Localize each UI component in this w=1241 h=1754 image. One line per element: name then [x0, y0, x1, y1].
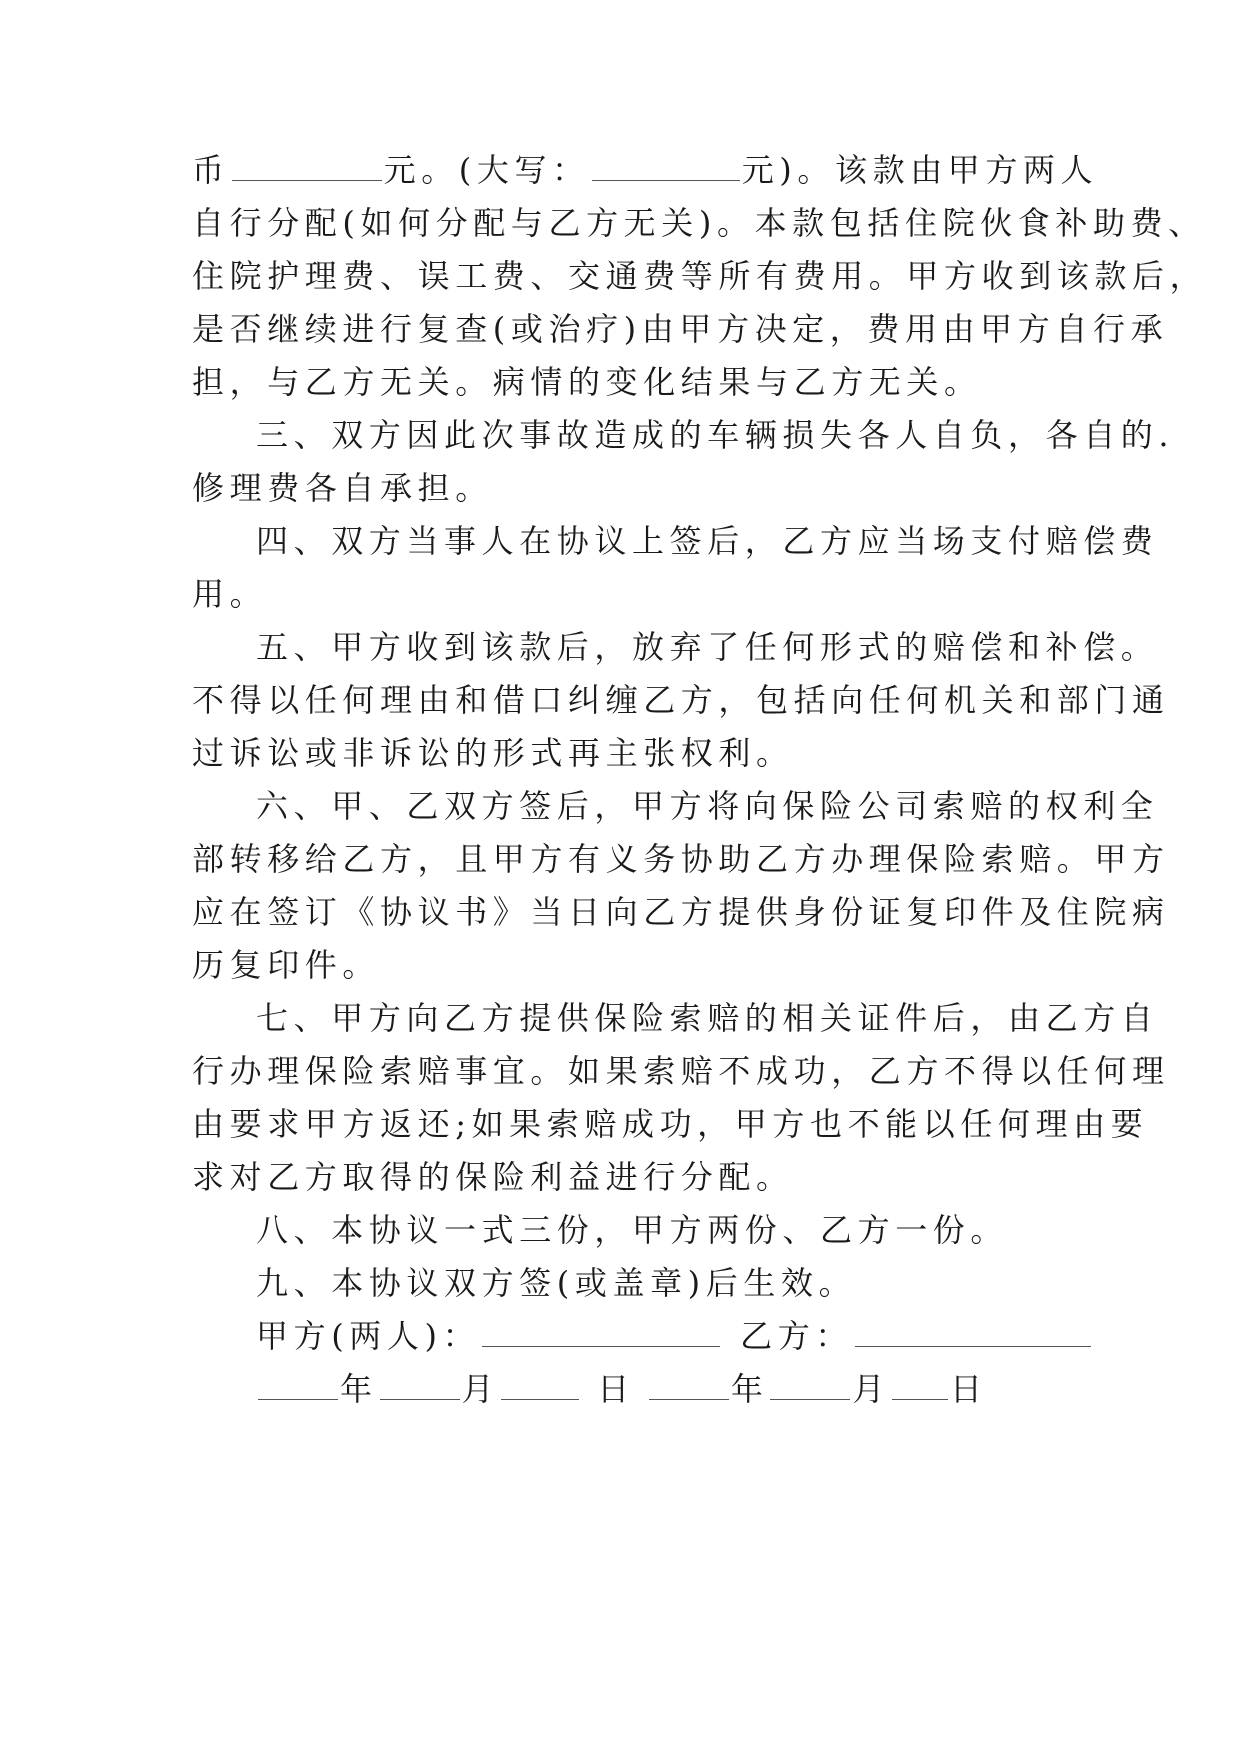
party-b-label: 乙方： — [740, 1317, 853, 1355]
clause-7-line-2: 行办理保险索赔事宜。如果索赔不成功，乙方不得以任何理 — [192, 1052, 1170, 1090]
clause-6-line-1: 六、甲、乙双方签后，甲方将向保险公司索赔的权利全 — [256, 787, 1159, 825]
clause-4-line-2: 用。 — [192, 575, 268, 613]
month-label-b: 月 — [852, 1370, 891, 1408]
clause-3-line-1: 三、双方因此次事故造成的车辆损失各人自负，各自的. — [256, 416, 1175, 454]
amount-blank[interactable] — [232, 152, 382, 181]
clause-5-line-3: 过诉讼或非诉讼的形式再主张权利。 — [192, 734, 794, 772]
paragraph-line-2: 自行分配(如何分配与乙方无关)。本款包括住院伙食补助费、 — [192, 204, 1206, 242]
clause-7-line-4: 求对乙方取得的保险利益进行分配。 — [192, 1158, 794, 1196]
party-b-month-blank[interactable] — [770, 1371, 850, 1400]
party-a-year-blank[interactable] — [258, 1371, 338, 1400]
clause-5-line-2: 不得以任何理由和借口纠缠乙方，包括向任何机关和部门通 — [192, 681, 1170, 719]
clause-6-line-3: 应在签订《协议书》当日向乙方提供身份证复印件及住院病 — [192, 893, 1170, 931]
day-label-a: 日 — [597, 1370, 635, 1408]
clause-6-line-4: 历复印件。 — [192, 946, 381, 984]
year-label-b: 年 — [730, 1370, 769, 1408]
paragraph-line-4: 是否继续进行复查(或治疗)由甲方决定，费用由甲方自行承 — [192, 310, 1169, 348]
party-a-month-blank[interactable] — [380, 1371, 460, 1400]
clause-6-line-2: 部转移给乙方，且甲方有义务协助乙方办理保险索赔。甲方 — [192, 840, 1170, 878]
party-b-signature-blank[interactable] — [855, 1318, 1091, 1347]
clause-8-line: 八、本协议一式三份，甲方两份、乙方一份。 — [256, 1211, 1009, 1249]
text-amount-suffix: 元。(大写： — [383, 151, 590, 189]
year-label-a: 年 — [340, 1370, 378, 1408]
paragraph-line-1 — [192, 150, 1098, 190]
day-label-b: 日 — [950, 1370, 988, 1408]
month-label-a: 月 — [461, 1370, 500, 1408]
clause-4-line-1: 四、双方当事人在协议上签后，乙方应当场支付赔偿费 — [256, 522, 1159, 560]
clause-7-line-3: 由要求甲方返还;如果索赔成功，甲方也不能以任何理由要 — [192, 1105, 1149, 1143]
clause-7-line-1: 七、甲方向乙方提供保险索赔的相关证件后，由乙方自 — [256, 999, 1159, 1037]
signature-row — [256, 1316, 1093, 1356]
clause-5-line-1: 五、甲方收到该款后，放弃了任何形式的赔偿和补偿。 — [256, 628, 1159, 666]
clause-3-line-2: 修理费各自承担。 — [192, 469, 493, 507]
party-a-day-blank[interactable] — [501, 1371, 579, 1400]
paragraph-line-3: 住院护理费、误工费、交通费等所有费用。甲方收到该款后， — [192, 257, 1208, 295]
text-amount-tail: 元)。该款由甲方两人 — [741, 151, 1099, 189]
party-b-year-blank[interactable] — [649, 1371, 729, 1400]
party-a-signature-blank[interactable] — [482, 1318, 720, 1347]
date-row — [256, 1369, 988, 1409]
clause-9-line: 九、本协议双方签(或盖章)后生效。 — [256, 1264, 857, 1302]
party-b-day-blank[interactable] — [892, 1371, 948, 1400]
party-a-label: 甲方(两人)： — [256, 1317, 481, 1355]
paragraph-line-5: 担，与乙方无关。病情的变化结果与乙方无关。 — [192, 363, 982, 401]
text-currency: 币 — [192, 151, 230, 189]
amount-capital-blank[interactable] — [592, 152, 740, 181]
